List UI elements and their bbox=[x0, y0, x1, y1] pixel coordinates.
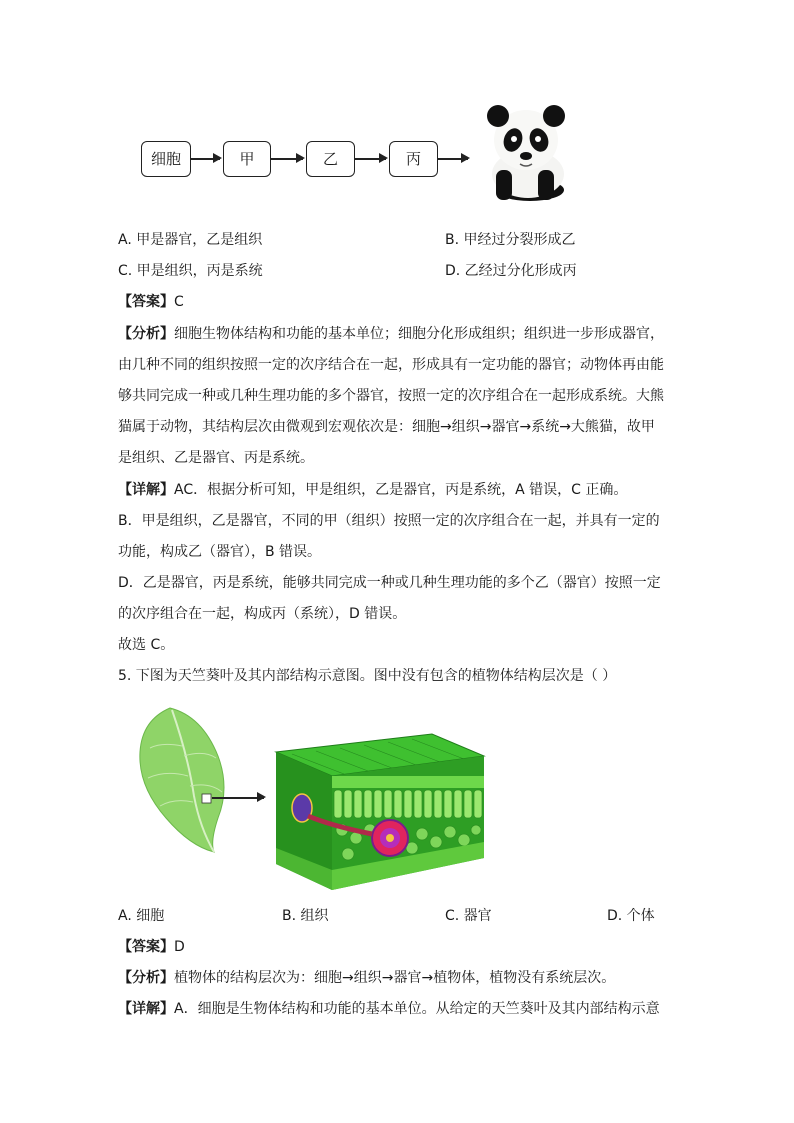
panda-image bbox=[478, 104, 574, 204]
q4-analysis-line: 猫属于动物，其结构层次由微观到宏观依次是：细胞→组织→器官→系统→大熊猫，故甲 bbox=[118, 419, 655, 435]
q4-detail-line: D．乙是器官，丙是系统，能够共同完成一种或几种生理功能的多个乙（器官）按照一定 bbox=[118, 575, 661, 591]
q4-detail-line: 故选 C。 bbox=[118, 637, 175, 653]
q5-stem: 5. 下图为天竺葵叶及其内部结构示意图。图中没有包含的植物体结构层次是（ ） bbox=[118, 668, 617, 684]
analysis-text: 植物体的结构层次为：细胞→组织→器官→植物体，植物没有系统层次。 bbox=[174, 970, 616, 986]
flow-arrow bbox=[270, 158, 303, 160]
answer-tag: 【答案】 bbox=[118, 294, 174, 310]
flow-arrow bbox=[437, 158, 468, 160]
detail-text: AC．根据分析可知，甲是组织，乙是器官，丙是系统，A 错误，C 正确。 bbox=[174, 482, 628, 498]
q4-option-c: C. 甲是组织，丙是系统 bbox=[118, 263, 263, 279]
q4-analysis-line: 够共同完成一种或几种生理功能的多个器官，按照一定的次序组合在一起形成系统。大熊 bbox=[118, 388, 664, 404]
detail-tag: 【详解】 bbox=[118, 1001, 174, 1017]
q4-detail-line: 功能，构成乙（器官），B 错误。 bbox=[118, 544, 322, 560]
zoom-arrow bbox=[212, 797, 264, 799]
flow-arrow bbox=[190, 158, 220, 160]
flow-box-bing: 丙 bbox=[389, 141, 438, 177]
q5-option-c: C. 器官 bbox=[445, 908, 492, 924]
detail-tag: 【详解】 bbox=[118, 482, 174, 498]
answer-value: C bbox=[174, 294, 184, 310]
q5-option-d: D. 个体 bbox=[607, 908, 655, 924]
analysis-tag: 【分析】 bbox=[118, 970, 174, 986]
analysis-tag: 【分析】 bbox=[118, 326, 174, 342]
q4-detail-line bbox=[118, 479, 627, 499]
q4-option-b: B. 甲经过分裂形成乙 bbox=[445, 232, 576, 248]
flow-box-cell: 细胞 bbox=[141, 141, 191, 177]
q4-option-d: D. 乙经过分化形成丙 bbox=[445, 263, 577, 279]
answer-tag: 【答案】 bbox=[118, 939, 174, 955]
flow-box-jia: 甲 bbox=[223, 141, 271, 177]
q4-answer bbox=[118, 291, 184, 311]
q5-option-a: A. 细胞 bbox=[118, 908, 165, 924]
q4-detail-line: B．甲是组织，乙是器官，不同的甲（组织）按照一定的次序组合在一起，并具有一定的 bbox=[118, 513, 660, 529]
q4-option-a: A. 甲是器官，乙是组织 bbox=[118, 232, 263, 248]
q5-detail bbox=[118, 998, 660, 1018]
q4-analysis-line: 是组织、乙是器官、丙是系统。 bbox=[118, 450, 314, 466]
q4-analysis-line bbox=[118, 323, 664, 343]
q5-analysis bbox=[118, 967, 615, 987]
detail-text: A．细胞是生物体结构和功能的基本单位。从给定的天竺葵叶及其内部结构示意 bbox=[174, 1001, 660, 1017]
q4-analysis-line: 由几种不同的组织按照一定的次序结合在一起，形成具有一定功能的器官；动物体再由能 bbox=[118, 357, 664, 373]
q5-answer bbox=[118, 936, 185, 956]
q5-option-b: B. 组织 bbox=[282, 908, 329, 924]
q4-detail-line: 的次序组合在一起，构成丙（系统），D 错误。 bbox=[118, 606, 407, 622]
leaf-cross-section-image bbox=[272, 730, 486, 892]
flow-arrow bbox=[354, 158, 386, 160]
answer-value: D bbox=[174, 939, 185, 955]
leaf-image bbox=[132, 706, 232, 854]
flow-box-yi: 乙 bbox=[306, 141, 355, 177]
analysis-text: 细胞生物体结构和功能的基本单位；细胞分化形成组织；组织进一步形成器官， bbox=[174, 326, 664, 342]
